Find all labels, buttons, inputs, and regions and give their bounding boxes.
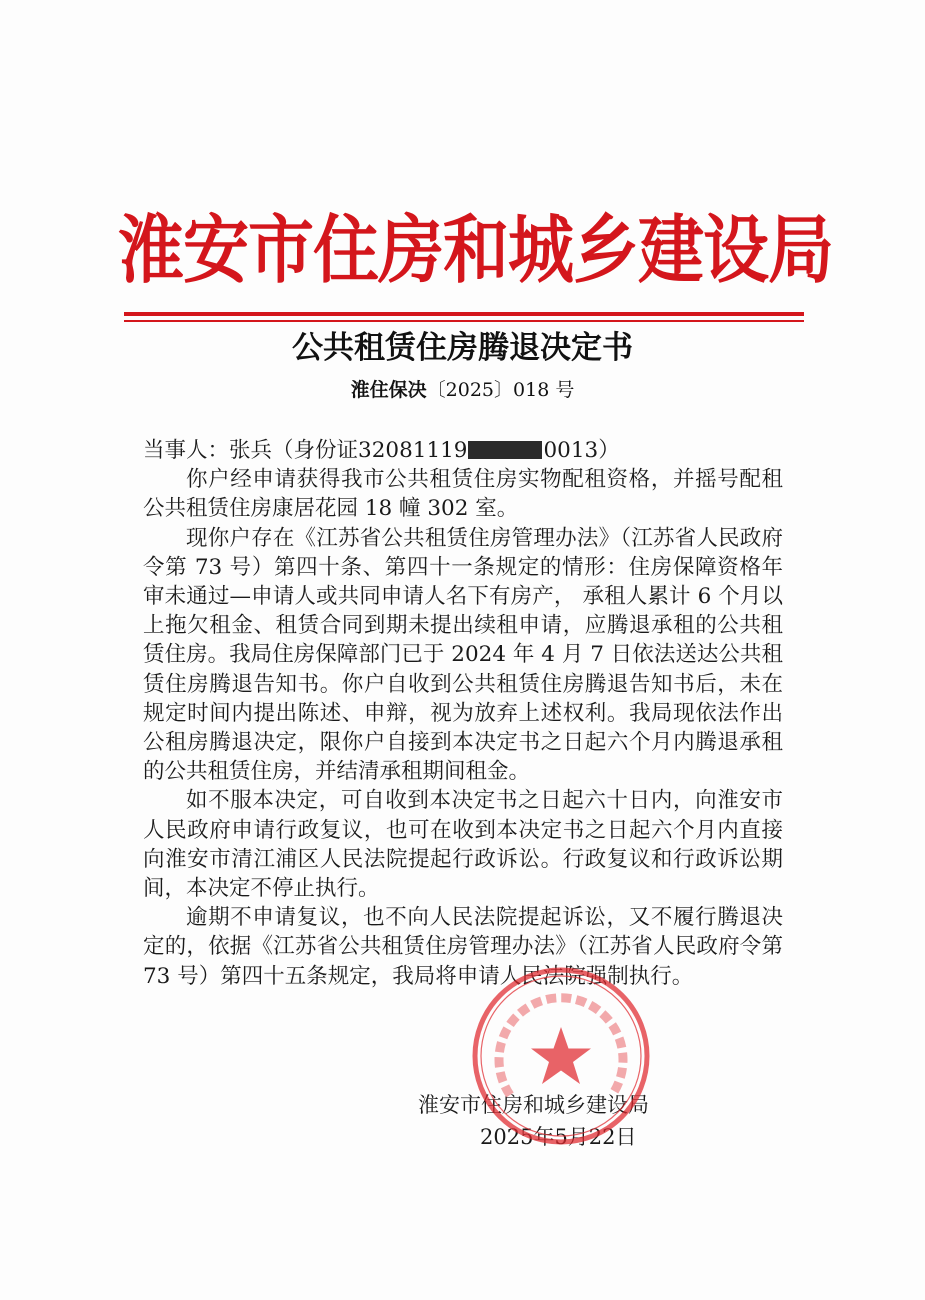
- signature-org: 淮安市住房和城乡建设局: [418, 1093, 649, 1117]
- letterhead-org-name: 淮安市住房和城乡建设局: [118, 207, 833, 294]
- document-number-prefix: 淮住保决: [350, 379, 427, 401]
- document-title: 公共租赁住房腾退决定书: [292, 330, 633, 366]
- seal-arc-text-mark: [499, 998, 623, 1095]
- paragraph-appeal: 如不服本决定，可自收到本决定书之日起六十日内，向淮安市人民政府申请行政复议，也可在收到本决定书之日起六个月内直接向淮安市清江浦区人民法院提起行政诉讼。行政复议和行政诉讼期间，本决定不停止执行。: [143, 788, 783, 902]
- seal-star-icon: [531, 1027, 591, 1084]
- party-label: 当事人：: [143, 438, 230, 463]
- letterhead-rule-thick: [124, 312, 804, 316]
- signature-date: 2025年5月22日: [480, 1125, 637, 1149]
- document-body: [143, 436, 783, 991]
- paragraph-enforcement: 逾期不申请复议，也不向人民法院提起诉讼，又不履行腾退决定的，依据《江苏省公共租赁住房管理办法》（江苏省人民政府令第 73 号）第四十五条规定，我局将申请人民法院强制执行。: [143, 905, 783, 989]
- party-id-end: 0013: [543, 438, 599, 463]
- party-id-start: 32081119: [358, 438, 468, 463]
- party-line: [143, 436, 783, 465]
- letterhead-rule-thin: [124, 320, 804, 322]
- id-redaction: [468, 441, 542, 459]
- paragraph-allocation: 你户经申请获得我市公共租赁住房实物配租资格，并摇号配租公共租赁住房康居花园 18 幢 302 室。: [143, 467, 783, 522]
- document-number-rest: 〔2025〕018 号: [426, 379, 575, 401]
- party-name: 张兵: [229, 438, 273, 463]
- party-id-close: ）: [598, 438, 620, 463]
- document-number: [100, 374, 825, 406]
- paragraph-violation: 现你户存在《江苏省公共租赁住房管理办法》（江苏省人民政府令第 73 号）第四十条、第四十一条规定的情形：住房保障资格年审未通过—申请人或共同申请人名下有房产， 承租人累计 6 个月以上拖欠租金、租赁合同到期未提出续租申请，应腾退承租的公共租赁住房。我局住房保障部门已于 2024 年 4 月 7 日依法送达公共租赁住房腾退告知书。你户自收到公共租赁住房腾退告知书后，未在规定时间内提出陈述、申辩，视为放弃上述权利。我局现依法作出公租房腾退决定，限你户自接到本决定书之日起六个月内腾退承租的公共租赁住房，并结清承租期间租金。: [143, 525, 783, 785]
- party-id-label: （身份证: [272, 438, 359, 463]
